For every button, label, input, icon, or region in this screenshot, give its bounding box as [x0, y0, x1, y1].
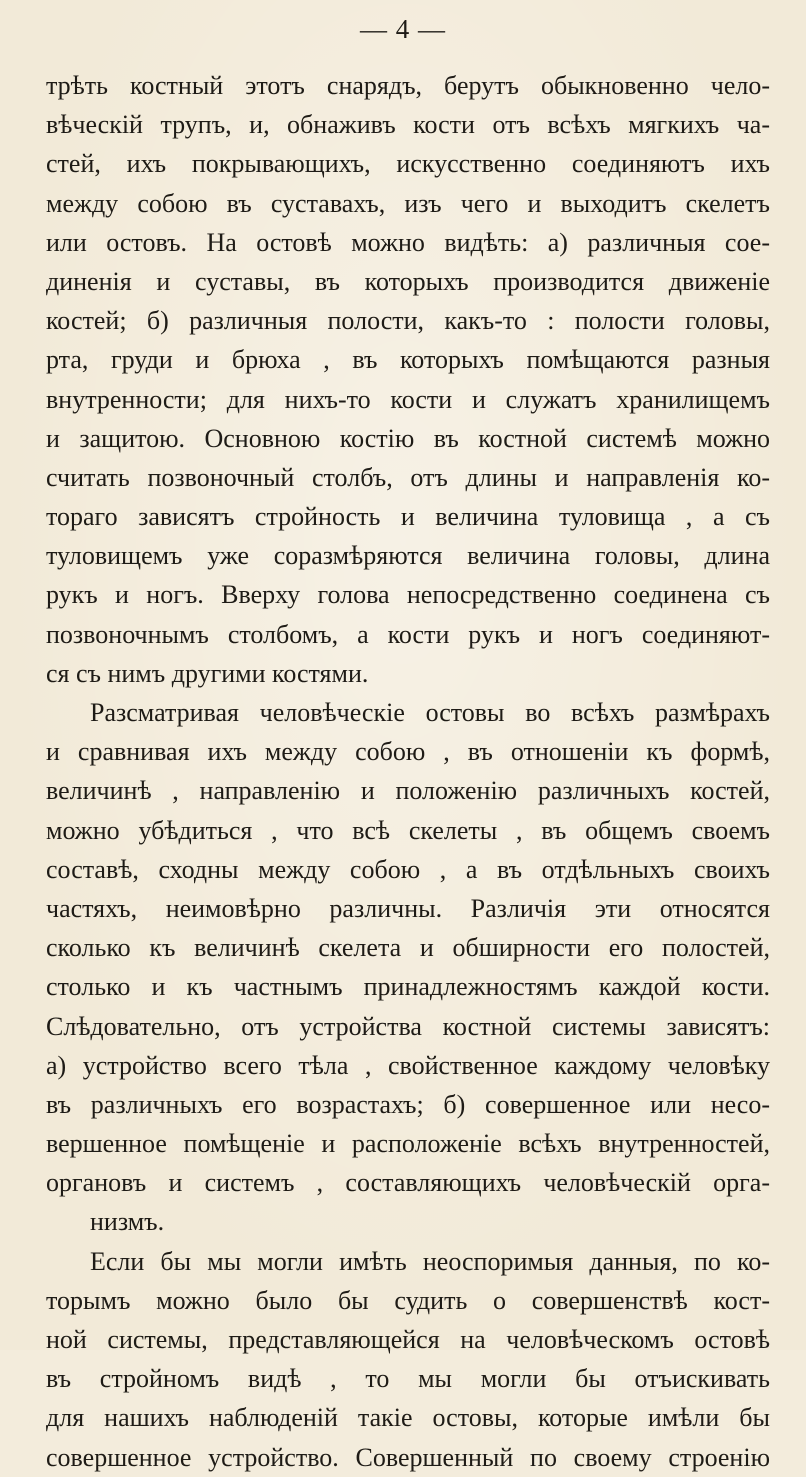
text-line: Слѣдовательно, отъ устройства костной системы зависятъ:: [46, 1011, 770, 1041]
text-line: ся съ нимъ другими костями.: [46, 658, 369, 688]
text-line: составѣ, сходны между собою , а въ отдѣльныхъ своихъ: [46, 854, 770, 884]
text-line: костей; б) различныя полости, какъ-то : полости головы,: [46, 306, 770, 336]
text-line: столько и къ частнымъ принадлежностямъ каждой кости.: [46, 972, 770, 1002]
text-line: туловищемъ уже соразмѣряются величина головы, длина: [46, 541, 770, 571]
text-line: въ различныхъ его возрастахъ; б) совершенное или несо-: [46, 1089, 770, 1119]
text-line: частяхъ, неимовѣрно различны. Различія эти относятся: [46, 893, 770, 923]
text-line: Если бы мы могли имѣть неоспоримыя данныя, по ко-: [90, 1246, 770, 1276]
text-line: вѣческій трупъ, и, обнаживъ кости отъ всѣхъ мягкихъ ча-: [46, 110, 770, 140]
body-text: [46, 66, 770, 1477]
text-line: стей, ихъ покрывающихъ, искусственно соединяютъ ихъ: [46, 149, 770, 179]
text-line: для нашихъ наблюденій такіе остовы, которые имѣли бы: [46, 1403, 770, 1433]
text-line: въ стройномъ видѣ , то мы могли бы отъискивать: [46, 1364, 770, 1394]
text-line: органовъ и системъ , составляющихъ человѣческій орга-: [46, 1168, 770, 1198]
text-line: торымъ можно было бы судить о совершенствѣ кост-: [46, 1285, 770, 1315]
text-line: можно убѣдиться , что всѣ скелеты , въ общемъ своемъ: [46, 815, 770, 845]
text-line: внутренности; для нихъ-то кости и служатъ хранилищемъ: [46, 384, 770, 414]
text-line: величинѣ , направленію и положенію различныхъ костей,: [46, 776, 770, 806]
text-line: между собою въ суставахъ, изъ чего и выходитъ скелетъ: [46, 188, 770, 218]
text-line: вершенное помѣщеніе и расположеніе всѣхъ внутренностей,: [46, 1129, 770, 1159]
text-line: позвоночнымъ столбомъ, а кости рукъ и ногъ соединяют-: [46, 619, 770, 649]
page-number: — 4 —: [360, 14, 446, 44]
text-line: и сравнивая ихъ между собою , въ отношеніи къ формѣ,: [46, 737, 770, 767]
text-line: трѣть костный этотъ снарядъ, берутъ обыкновенно чело-: [46, 71, 770, 100]
text-line: тораго зависятъ стройность и величина туловища , а съ: [46, 502, 770, 532]
text-line: считать позвоночный столбъ, отъ длины и направленія ко-: [46, 462, 770, 492]
text-line: ной системы, представляющейся на человѣческомъ остовѣ: [46, 1325, 770, 1354]
text-line: Разсматривая человѣческіе остовы во всѣхъ размѣрахъ: [90, 698, 770, 727]
text-line: а) устройство всего тѣла , свойственное каждому человѣку: [46, 1050, 770, 1080]
text-line: рта, груди и брюха , въ которыхъ помѣщаются разныя: [46, 345, 770, 375]
text-line: низмъ.: [90, 1207, 165, 1237]
text-line: рукъ и ногъ. Вверху голова непосредственно соединена съ: [46, 580, 770, 610]
text-line: или остовъ. На остовѣ можно видѣть: а) различныя сое-: [46, 227, 770, 257]
text-line: сколько къ величинѣ скелета и обширности его полостей,: [46, 933, 770, 963]
text-line: совершенное устройство. Совершенный по своему строенію: [46, 1442, 770, 1472]
text-line: диненія и суставы, въ которыхъ производится движеніе: [46, 266, 770, 296]
text-line: и защитою. Основною костію въ костной системѣ можно: [46, 423, 770, 453]
